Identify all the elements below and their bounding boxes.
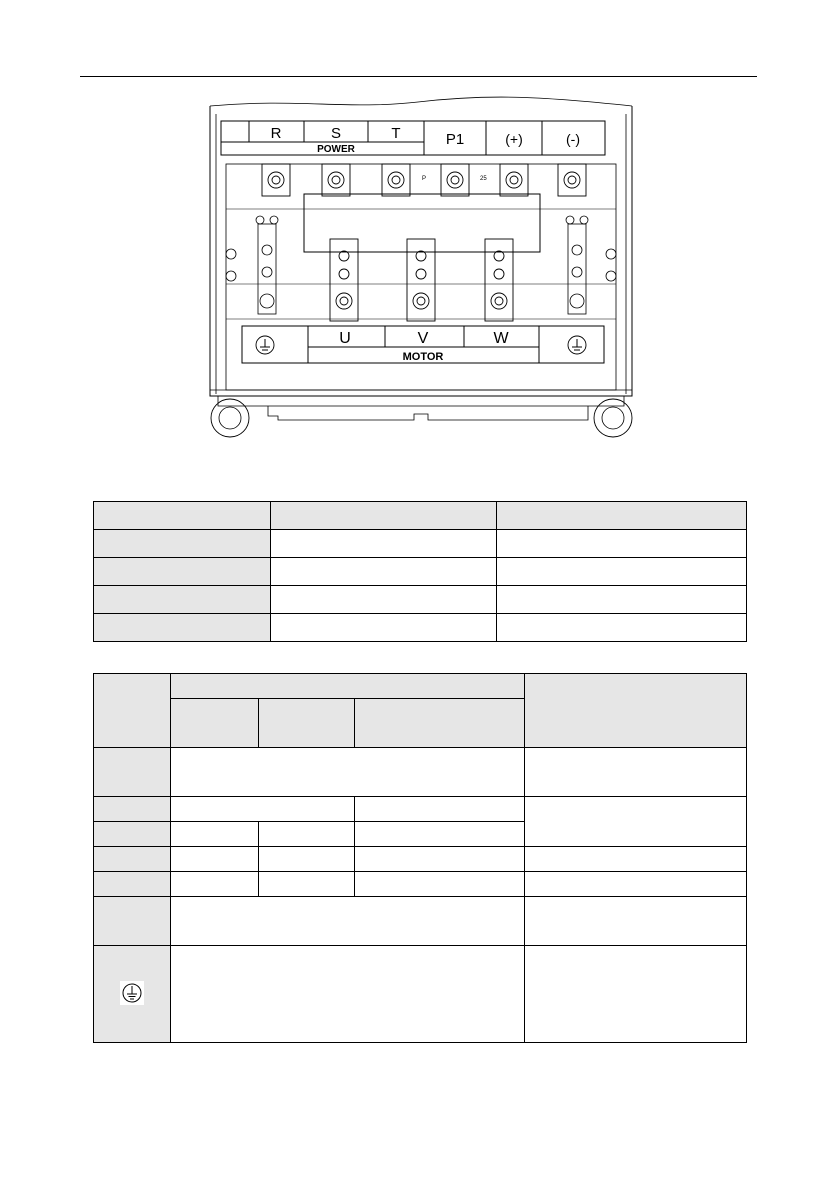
terminal-table-2 bbox=[93, 673, 747, 1043]
table-cell bbox=[497, 502, 747, 530]
table-cell bbox=[259, 847, 355, 872]
motor-group-label: MOTOR bbox=[402, 351, 444, 363]
terminal-label-u: U bbox=[339, 330, 351, 347]
table-cell bbox=[271, 558, 497, 586]
table-cell bbox=[497, 530, 747, 558]
table-cell bbox=[271, 502, 497, 530]
table-row bbox=[94, 614, 747, 642]
table-cell bbox=[171, 847, 259, 872]
table-row bbox=[94, 897, 747, 946]
table-row bbox=[94, 530, 747, 558]
base-plate bbox=[218, 396, 624, 406]
motor-busbars bbox=[330, 239, 513, 321]
table-cell bbox=[94, 530, 271, 558]
table-cell bbox=[94, 822, 171, 847]
terminal-label-w: W bbox=[493, 330, 509, 347]
terminal-label-p1: P1 bbox=[445, 131, 465, 148]
table-cell bbox=[94, 614, 271, 642]
terminal-label-v: V bbox=[417, 330, 429, 347]
table-cell bbox=[355, 847, 525, 872]
table-cell bbox=[171, 946, 525, 1043]
table-cell bbox=[94, 847, 171, 872]
table-cell bbox=[94, 558, 271, 586]
table-cell bbox=[94, 748, 171, 797]
ground-symbol-left bbox=[256, 336, 274, 354]
table-row bbox=[94, 558, 747, 586]
table-cell bbox=[171, 897, 525, 946]
table-cell bbox=[171, 822, 259, 847]
table-cell bbox=[355, 797, 525, 822]
table-row bbox=[94, 586, 747, 614]
table-cell bbox=[271, 586, 497, 614]
terminal-label-r: R bbox=[270, 125, 282, 142]
table-cell bbox=[94, 797, 171, 822]
table-cell bbox=[94, 502, 271, 530]
lifting-ring-left bbox=[211, 399, 249, 437]
table-cell bbox=[355, 872, 525, 897]
terminal-label-s: S bbox=[330, 125, 342, 142]
table-row bbox=[94, 872, 747, 897]
busbar-cover bbox=[304, 194, 540, 252]
table-cell bbox=[171, 748, 525, 797]
side-brackets bbox=[226, 216, 616, 314]
table-cell bbox=[497, 558, 747, 586]
table-cell bbox=[259, 699, 355, 748]
table-row bbox=[94, 674, 747, 699]
header-rule bbox=[80, 76, 757, 77]
table-cell bbox=[171, 797, 355, 822]
mark-p: P bbox=[422, 176, 427, 182]
table-cell bbox=[525, 797, 747, 847]
table-cell bbox=[525, 748, 747, 797]
table-cell bbox=[271, 530, 497, 558]
table-cell bbox=[355, 699, 525, 748]
table-row bbox=[94, 502, 747, 530]
table-cell bbox=[94, 674, 171, 748]
table-cell bbox=[525, 872, 747, 897]
terminal-label-plus: (+) bbox=[505, 131, 523, 147]
table-row bbox=[94, 946, 747, 1043]
table-cell bbox=[525, 847, 747, 872]
power-group-label: POWER bbox=[317, 144, 355, 155]
terminal-diagram bbox=[208, 94, 642, 462]
terminal-label-t: T bbox=[391, 125, 401, 142]
table-cell bbox=[525, 674, 747, 748]
terminal-table-1 bbox=[93, 501, 747, 642]
table-row bbox=[94, 748, 747, 797]
terminal-label-minus: (-) bbox=[566, 131, 580, 147]
table-row bbox=[94, 847, 747, 872]
table-cell bbox=[525, 946, 747, 1043]
table-cell bbox=[525, 897, 747, 946]
table-cell bbox=[94, 872, 171, 897]
table-cell bbox=[171, 872, 259, 897]
table-cell bbox=[497, 586, 747, 614]
table-cell bbox=[171, 674, 525, 699]
table-cell bbox=[497, 614, 747, 642]
table-cell bbox=[271, 614, 497, 642]
lifting-ring-right bbox=[594, 399, 632, 437]
table-cell bbox=[94, 586, 271, 614]
protective-earth-icon bbox=[120, 981, 144, 1005]
table-cell bbox=[259, 872, 355, 897]
table-cell bbox=[259, 822, 355, 847]
table-cell bbox=[94, 946, 171, 1043]
table-row bbox=[94, 797, 747, 822]
breakline bbox=[210, 97, 632, 106]
table-cell bbox=[171, 699, 259, 748]
table-cell bbox=[355, 822, 525, 847]
table-cell bbox=[94, 897, 171, 946]
ground-symbol-right bbox=[568, 336, 586, 354]
mark-25: 25 bbox=[480, 176, 487, 182]
